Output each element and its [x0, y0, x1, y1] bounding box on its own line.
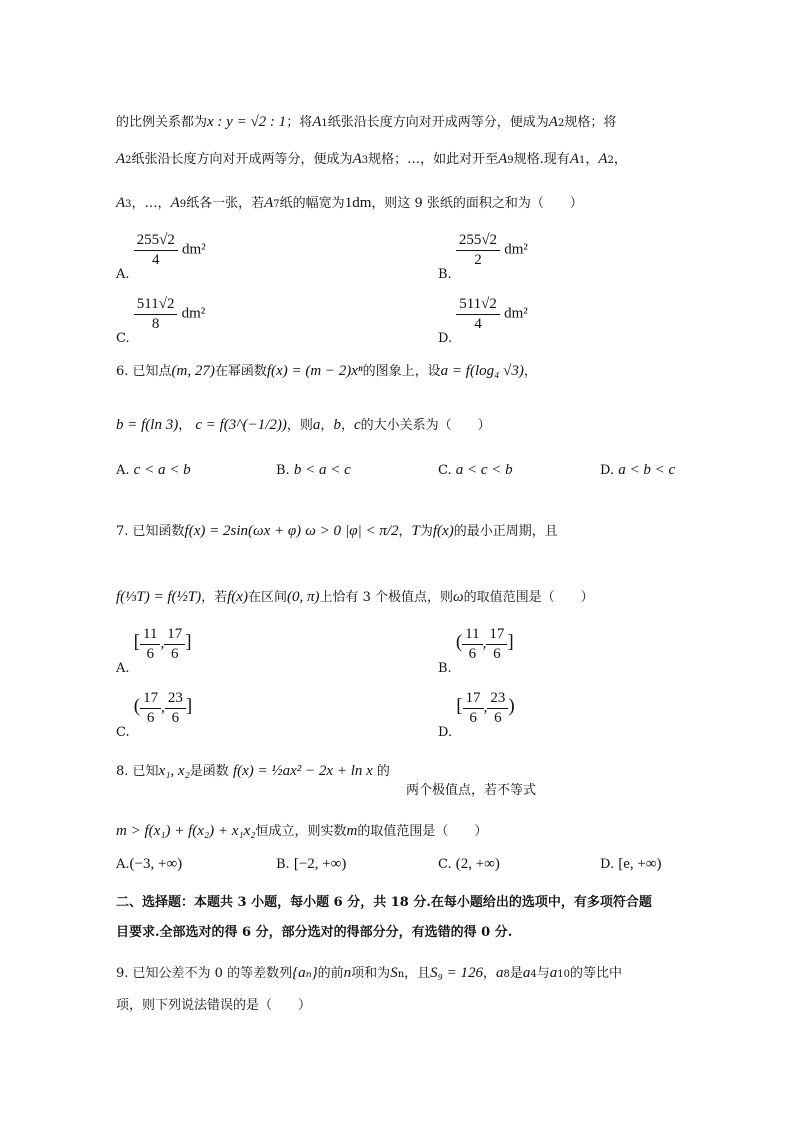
q5-line-1: 的比例关系都为x : y = √2 : 1；将A1纸张沿长度方向对开成两等分，便成为A2规格；将 — [116, 114, 617, 130]
q9-line-1: 9. 已知公差不为 0 的等差数列{aₙ}的前n项和为Sn，且S₉ = 126，a8是a4与a10的等比中 — [116, 965, 623, 981]
q7-line-2: f(⅓T) = f(½T)，若f(x)在区间(0, π)上恰有 3 个极值点，则ω的取值范围是（ ） — [116, 589, 594, 605]
q8-option-c[interactable]: C. (2, +∞) — [438, 856, 500, 872]
q7-option-d[interactable]: D. [ $\frac{17}{6}$ , $\frac{23}{6}$ ) — [438, 690, 515, 740]
q5-option-b[interactable]: B. $\frac{255√2}{2}$ dm² — [438, 232, 528, 282]
q7-option-b[interactable]: B. ( $\frac{11}{6}$ , $\frac{17}{6}$ ] — [438, 626, 514, 676]
q8-option-b[interactable]: B. [−2, +∞) — [276, 856, 347, 872]
q6-option-b[interactable]: B. b < a < c — [276, 462, 351, 478]
q6-option-c[interactable]: C. a < c < b — [438, 462, 513, 478]
q8-line-1b: 两个极值点，若不等式 — [406, 783, 537, 798]
q6-line-2: b = f(ln 3)， c = f(3^(−1/2))，则a，b，c的大小关系为（ ） — [116, 417, 491, 433]
q5-option-a[interactable]: A. $\frac{255√2}{4}$ dm² — [116, 232, 206, 282]
q6-option-d[interactable]: D. a < b < c — [600, 462, 676, 478]
q7-line-1: 7. 已知函数f(x) = 2sin(ωx + φ) ω > 0 |φ| < π/2，T为f(x)的最小正周期，且 — [116, 523, 558, 539]
q7-option-c[interactable]: C. ( $\frac{17}{6}$ , $\frac{23}{6}$ ] — [116, 690, 193, 740]
q6-line-1: 6. 已知点(m, 27)在幂函数f(x) = (m − 2)xⁿ的图象上，设a = f(log₄ √3)， — [116, 363, 537, 379]
ratio-expr: x : y = √2 : 1 — [207, 114, 287, 130]
q8-option-d[interactable]: D. [e, +∞) — [600, 856, 662, 872]
q9-line-2: 项，则下列说法错误的是（ ） — [116, 998, 312, 1013]
q5-option-d[interactable]: D. $\frac{511√2}{4}$ dm² — [438, 296, 528, 346]
q8-line-1: 8. 已知x₁, x₂是函数 f(x) = ½ax² − 2x + ln x 的 — [116, 763, 390, 779]
q8-line-2: m > f(x₁) + f(x₂) + x₁x₂恒成立，则实数m的取值范围是（ ） — [116, 823, 488, 839]
section2-heading-line-2: 目要求.全部选对的得 6 分，部分选对的得部分分，有选错的得 0 分. — [116, 925, 513, 940]
q5-option-c[interactable]: C. $\frac{511√2}{8}$ dm² — [116, 296, 206, 346]
section2-heading-line-1: 二、选择题：本题共 3 小题，每小题 6 分，共 18 分.在每小题给出的选项中，有多项符合题 — [116, 895, 652, 910]
q6-option-a[interactable]: A. c < a < b — [116, 462, 191, 478]
q5-line-2: A2纸张沿长度方向对开成两等分，便成为A3规格；…，如此对开至A9规格.现有A1，A2， — [116, 151, 627, 167]
q7-option-a[interactable]: A. [ $\frac{11}{6}$ , $\frac{17}{6}$ ] — [116, 626, 192, 676]
q8-option-a[interactable]: A.(−3, +∞) — [116, 856, 183, 872]
q5-line-3: A3，…，A9纸各一张，若A7纸的幅宽为1dm，则这 9 张纸的面积之和为（ ） — [116, 195, 583, 211]
